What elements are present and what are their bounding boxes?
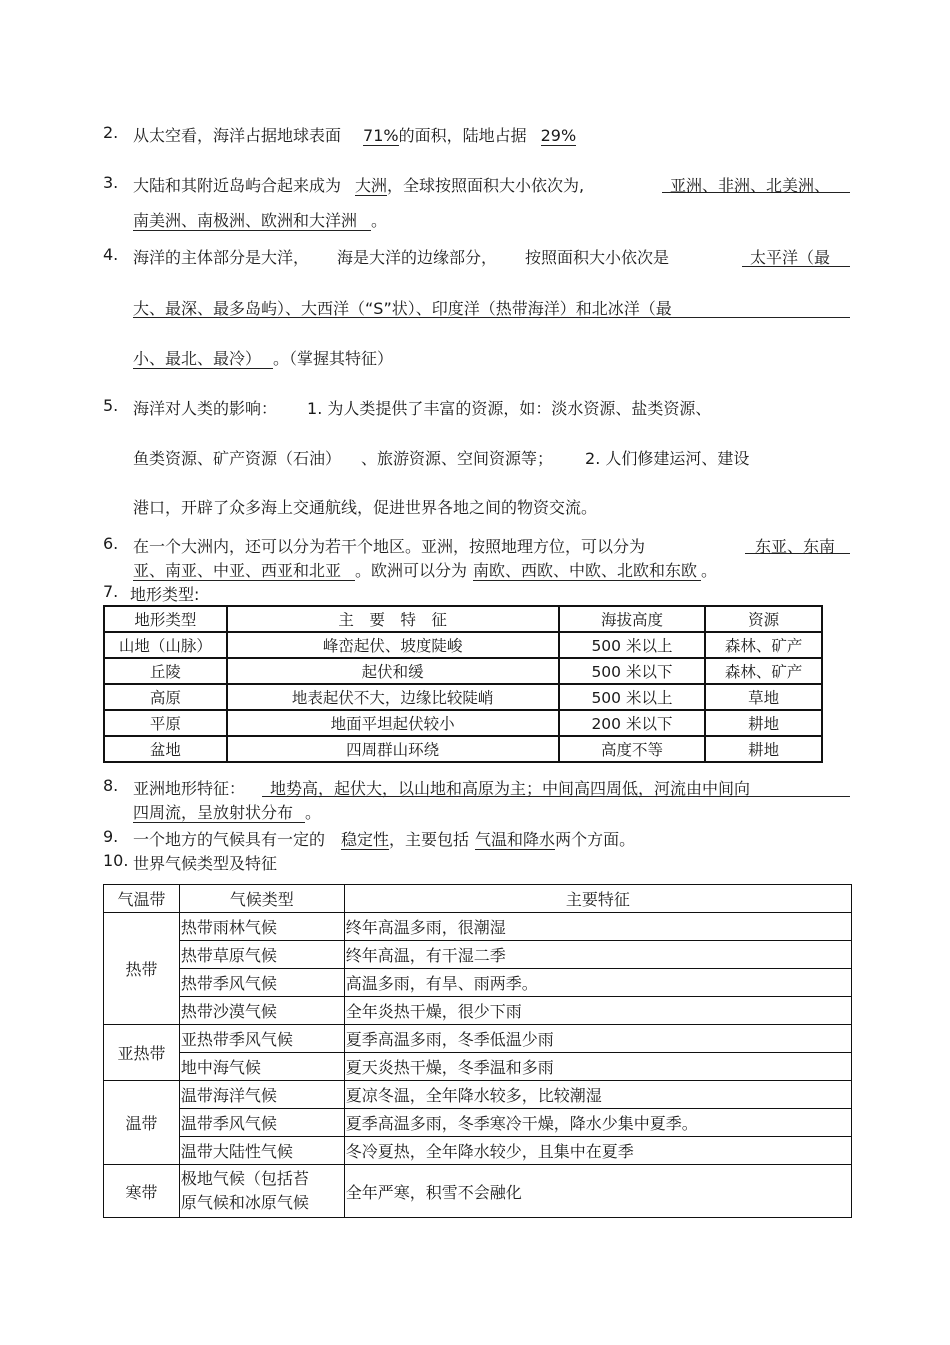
- item-9-text-a: 一个地方的气候具有一定的: [133, 830, 326, 849]
- landform-header-feature: 主 要 特 征: [227, 606, 559, 632]
- table-row: [104, 658, 822, 684]
- climate-feature: 夏天炎热干燥，冬季温和多雨: [344, 1053, 851, 1081]
- climate-type: [179, 1165, 344, 1218]
- table-row: [104, 969, 852, 997]
- climate-type: 热带草原气候: [179, 941, 344, 969]
- climate-type: 温带季风气候: [179, 1109, 344, 1137]
- landform-altitude: 200 米以下: [559, 710, 706, 736]
- climate-feature: 夏凉冬温，全年降水较多，比较潮湿: [344, 1081, 851, 1109]
- climate-header-zone: 气温带: [104, 885, 180, 913]
- table-row: [104, 1109, 852, 1137]
- landform-resource: 耕地: [705, 736, 822, 762]
- landform-feature: 地表起伏不大，边缘比较陡峭: [227, 684, 559, 710]
- item-8-underline-1: [262, 796, 850, 797]
- landform-header-altitude: 海拔高度: [559, 606, 706, 632]
- climate-type: 热带沙漠气候: [179, 997, 344, 1025]
- landform-altitude: 500 米以上: [559, 632, 706, 658]
- climate-header-type: 气候类型: [179, 885, 344, 913]
- item-3-text-c: 。: [371, 211, 388, 230]
- landform-type: 盆地: [104, 736, 227, 762]
- landform-type: 丘陵: [104, 658, 227, 684]
- item-3-text-b: ，全球按照面积大小依次为,: [387, 176, 585, 195]
- item-5-line-2: [133, 446, 749, 469]
- item-2-number: 2.: [103, 123, 119, 142]
- item-8-text-a: 亚洲地形特征：: [133, 779, 246, 798]
- item-6-answer-2: 南欧、西欧、中欧、北欧和东欧: [473, 562, 701, 581]
- item-10-title: 世界气候类型及特征: [133, 854, 278, 873]
- item-6-text-a: 在一个大洲内，还可以分为若干个地区。亚洲，按照地理方位，可以分为: [133, 537, 646, 556]
- table-row: [104, 710, 822, 736]
- item-4-text-d: 。（掌握其特征）: [273, 349, 394, 368]
- climate-feature: 终年高温，有干湿二季: [344, 941, 851, 969]
- landform-resource: 森林、矿产: [705, 632, 822, 658]
- item-8-answer-line-1: 地势高，起伏大，以山地和高原为主；中间高四周低，河流由中间向: [270, 779, 751, 798]
- table-row: [104, 1137, 852, 1165]
- climate-type-line-2: 原气候和冰原气候: [180, 1193, 309, 1212]
- table-row: [104, 736, 822, 762]
- landform-feature: 地面平坦起伏较小: [227, 710, 559, 736]
- landform-type: 平原: [104, 710, 227, 736]
- landform-header-resource: 资源: [705, 606, 822, 632]
- climate-table-header: [104, 885, 852, 913]
- table-row: [104, 913, 852, 941]
- item-9-text-c: 两个方面。: [555, 830, 636, 849]
- climate-feature: 夏季高温多雨，冬季寒冷干燥，降水少集中夏季。: [344, 1109, 851, 1137]
- table-row: [104, 997, 852, 1025]
- landform-feature: 四周群山环绕: [227, 736, 559, 762]
- table-row: [104, 1053, 852, 1081]
- item-4-line-3: [133, 346, 393, 369]
- item-6-text-c: 。: [701, 561, 718, 580]
- landform-altitude: 高度不等: [559, 736, 706, 762]
- table-row: [104, 1081, 852, 1109]
- item-5-line-3: 港口，开辟了众多海上交通航线，促进世界各地之间的物资交流。: [133, 498, 598, 517]
- item-3-answer-2-line-1: 亚洲、非洲、北美洲、: [670, 176, 831, 195]
- item-6-number: 6.: [103, 534, 119, 553]
- item-10-number: 10.: [103, 851, 129, 870]
- landform-resource: 森林、矿产: [705, 658, 822, 684]
- landform-type: 山地（山脉）: [104, 632, 227, 658]
- climate-type: 热带季风气候: [179, 969, 344, 997]
- table-row: [104, 941, 852, 969]
- climate-table: [103, 884, 852, 1218]
- climate-type: 温带海洋气候: [179, 1081, 344, 1109]
- item-6-line-2: [133, 558, 717, 581]
- item-4-text-b: 海是大洋的边缘部分，: [337, 248, 498, 267]
- item-9-answer-2: 气温和降水: [475, 830, 556, 849]
- item-6-answer-1-line-1: 东亚、东南: [755, 537, 836, 556]
- landform-table: [103, 605, 823, 763]
- item-8-number: 8.: [103, 776, 119, 795]
- item-5-line-2-c: 2. 人们修建运河、建设: [585, 449, 750, 468]
- climate-type-line-1: 极地气候（包括苔: [180, 1169, 309, 1188]
- item-7-number: 7.: [103, 582, 119, 601]
- item-5-line-2-b: 、旅游资源、空间资源等；: [361, 449, 554, 468]
- climate-feature: 高温多雨，有旱、雨两季。: [344, 969, 851, 997]
- climate-zone-temperate: 温带: [104, 1081, 180, 1165]
- climate-type: 热带雨林气候: [179, 913, 344, 941]
- climate-type: 亚热带季风气候: [179, 1025, 344, 1053]
- climate-type: 地中海气候: [179, 1053, 344, 1081]
- item-6-text-b: 。欧洲可以分为: [355, 561, 468, 580]
- item-4-text-a: 海洋的主体部分是大洋，: [133, 248, 310, 267]
- item-8-line-2: [133, 800, 321, 823]
- climate-feature: 冬冷夏热，全年降水较少，且集中在夏季: [344, 1137, 851, 1165]
- item-3-text-a: 大陆和其附近岛屿合起来成为: [133, 176, 342, 195]
- item-2-answer-2: 29%: [540, 126, 577, 145]
- item-8-text-b: 。: [305, 803, 322, 822]
- climate-feature: 终年高温多雨，很潮湿: [344, 913, 851, 941]
- table-row: [104, 684, 822, 710]
- table-row: [104, 1165, 852, 1218]
- item-5-line-1-b: 1. 为人类提供了丰富的资源，如：淡水资源、盐类资源、: [307, 399, 712, 418]
- item-3-answer-1: 大洲: [355, 176, 388, 195]
- table-row: [104, 1025, 852, 1053]
- climate-zone-tropical: 热带: [104, 913, 180, 1025]
- landform-header-type: 地形类型: [104, 606, 227, 632]
- item-4-line-1: [133, 245, 669, 268]
- item-4-number: 4.: [103, 245, 119, 264]
- climate-zone-frigid: 寒带: [104, 1165, 180, 1218]
- item-5-line-1-a: 海洋对人类的影响：: [133, 399, 278, 418]
- item-2-text-b: 的面积，陆地占据: [398, 126, 527, 145]
- item-9-number: 9.: [103, 827, 119, 846]
- landform-type: 高原: [104, 684, 227, 710]
- landform-resource: 草地: [705, 684, 822, 710]
- landform-table-header: [104, 606, 822, 632]
- landform-altitude: 500 米以下: [559, 658, 706, 684]
- climate-feature: 夏季高温多雨，冬季低温少雨: [344, 1025, 851, 1053]
- item-3-line-2: [133, 208, 387, 231]
- item-2-answer-1: 71%: [363, 126, 399, 145]
- item-4-answer-line-2: 大、最深、最多岛屿）、大西洋（“S”状）、印度洋（热带海洋）和北冰洋（最: [133, 299, 672, 318]
- landform-feature: 起伏和缓: [227, 658, 559, 684]
- item-3-line-1: [133, 173, 584, 196]
- climate-feature: 全年炎热干燥，很少下雨: [344, 997, 851, 1025]
- item-7-title: 地形类型:: [130, 585, 200, 604]
- landform-altitude: 500 米以上: [559, 684, 706, 710]
- item-2-text: [133, 123, 576, 146]
- climate-header-feature: 主要特征: [344, 885, 851, 913]
- item-4-underline-1: [742, 266, 850, 267]
- item-6-answer-1-line-2: 亚、南亚、中亚、西亚和北亚: [133, 562, 355, 581]
- landform-feature: 峰峦起伏、坡度陡峻: [227, 632, 559, 658]
- item-9-text-b: ，主要包括: [389, 830, 470, 849]
- climate-feature: 全年严寒，积雪不会融化: [344, 1165, 851, 1218]
- item-6-underline-1: [745, 553, 850, 554]
- table-row: [104, 632, 822, 658]
- item-3-number: 3.: [103, 173, 119, 192]
- item-5-line-2-a: 鱼类资源、矿产资源（石油）: [133, 449, 342, 468]
- item-2-text-a: 从太空看，海洋占据地球表面: [133, 126, 342, 145]
- item-5-number: 5.: [103, 396, 119, 415]
- climate-type: 温带大陆性气候: [179, 1137, 344, 1165]
- climate-zone-subtropical: 亚热带: [104, 1025, 180, 1081]
- item-5-line-1: [133, 396, 711, 419]
- item-4-answer-line-1: 太平洋（最: [750, 248, 831, 267]
- item-9-text: [133, 827, 635, 850]
- item-9-answer-1: 稳定性: [341, 830, 390, 849]
- item-3-answer-2-line-2: 南美洲、南极洲、欧洲和大洋洲: [133, 212, 371, 231]
- item-8-answer-line-2: 四周流，呈放射状分布: [133, 804, 305, 823]
- item-3-underline-1: [662, 192, 850, 193]
- item-4-underline-2: [133, 317, 850, 318]
- landform-resource: 耕地: [705, 710, 822, 736]
- item-4-text-c: 按照面积大小依次是: [525, 248, 670, 267]
- item-4-answer-line-3: 小、最北、最冷）: [133, 350, 273, 369]
